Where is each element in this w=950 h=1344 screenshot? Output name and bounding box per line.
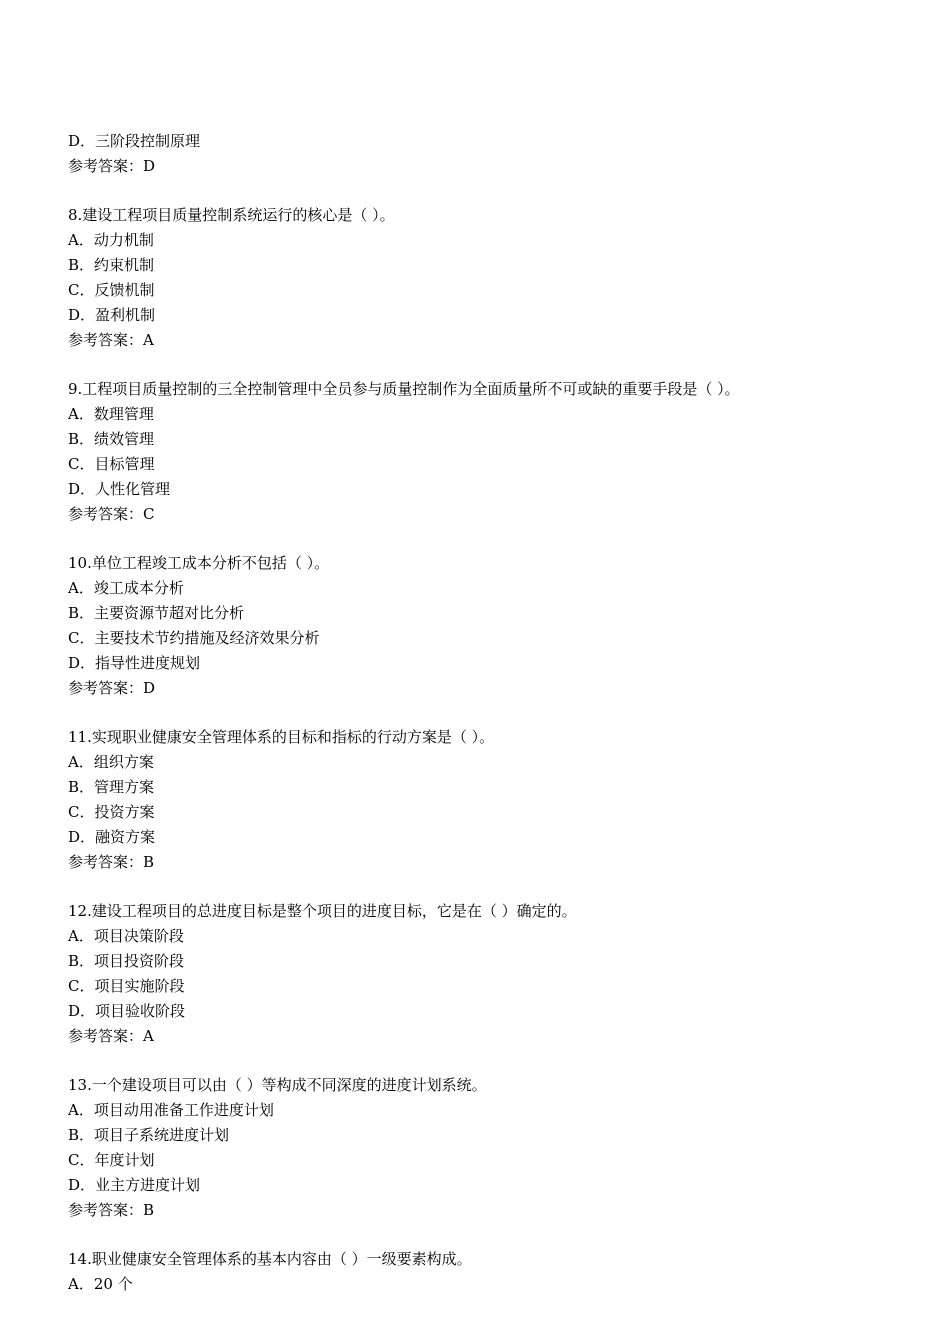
option-d: D．三阶段控制原理 [68,132,201,150]
option-b: B．绩效管理 [68,430,155,448]
option-c: C．年度计划 [68,1151,155,1169]
option-d: D．盈利机制 [68,306,156,324]
option-a: A．20 个 [68,1275,133,1293]
option-a: A．竣工成本分析 [68,579,184,597]
question-10 [68,551,908,701]
question-stem: 14.职业健康安全管理体系的基本内容由（ ）一级要素构成。 [68,1250,472,1268]
question-8 [68,203,908,353]
option-d: D．指导性进度规划 [68,654,201,672]
option-d: D．项目验收阶段 [68,1002,186,1020]
option-d: D．融资方案 [68,828,156,846]
reference-answer: 参考答案：A [68,1027,154,1045]
option-a: A．项目决策阶段 [68,927,184,945]
question-14 [68,1247,908,1297]
question-stem: 13.一个建设项目可以由（ ）等构成不同深度的进度计划系统。 [68,1076,487,1094]
option-b: B．约束机制 [68,256,155,274]
question-9 [68,377,908,527]
reference-answer: 参考答案：B [68,1201,155,1219]
option-b: B．管理方案 [68,778,155,796]
document-page [68,129,908,1297]
option-b: B．项目子系统进度计划 [68,1126,230,1144]
option-a: A．数理管理 [68,405,154,423]
reference-answer: 参考答案：A [68,331,154,349]
option-a: A．动力机制 [68,231,154,249]
question-stem: 11.实现职业健康安全管理体系的目标和指标的行动方案是（ ）。 [68,728,495,746]
option-c: C．反馈机制 [68,281,155,299]
question-11 [68,725,908,875]
reference-answer: 参考答案：D [68,679,156,697]
question-13 [68,1073,908,1223]
question-12 [68,899,908,1049]
reference-answer: 参考答案：C [68,505,155,523]
question-stem: 12.建设工程项目的总进度目标是整个项目的进度目标，它是在（ ）确定的。 [68,902,577,920]
option-b: B．主要资源节超对比分析 [68,604,245,622]
option-a: A．组织方案 [68,753,154,771]
option-c: C．主要技术节约措施及经济效果分析 [68,629,320,647]
question-stem: 8.建设工程项目质量控制系统运行的核心是（ ）。 [68,206,395,224]
question-stem: 9.工程项目质量控制的三全控制管理中全员参与质量控制作为全面质量所不可或缺的重要手段是（ ）。 [68,380,740,398]
option-b: B．项目投资阶段 [68,952,185,970]
reference-answer: 参考答案：B [68,853,155,871]
reference-answer: 参考答案：D [68,157,156,175]
option-c: C．目标管理 [68,455,155,473]
option-a: A．项目动用准备工作进度计划 [68,1101,274,1119]
option-c: C．投资方案 [68,803,155,821]
question-stem: 10.单位工程竣工成本分析不包括（ ）。 [68,554,330,572]
option-d: D．业主方进度计划 [68,1176,201,1194]
question-fragment [68,129,908,179]
option-d: D．人性化管理 [68,480,171,498]
option-c: C．项目实施阶段 [68,977,185,995]
